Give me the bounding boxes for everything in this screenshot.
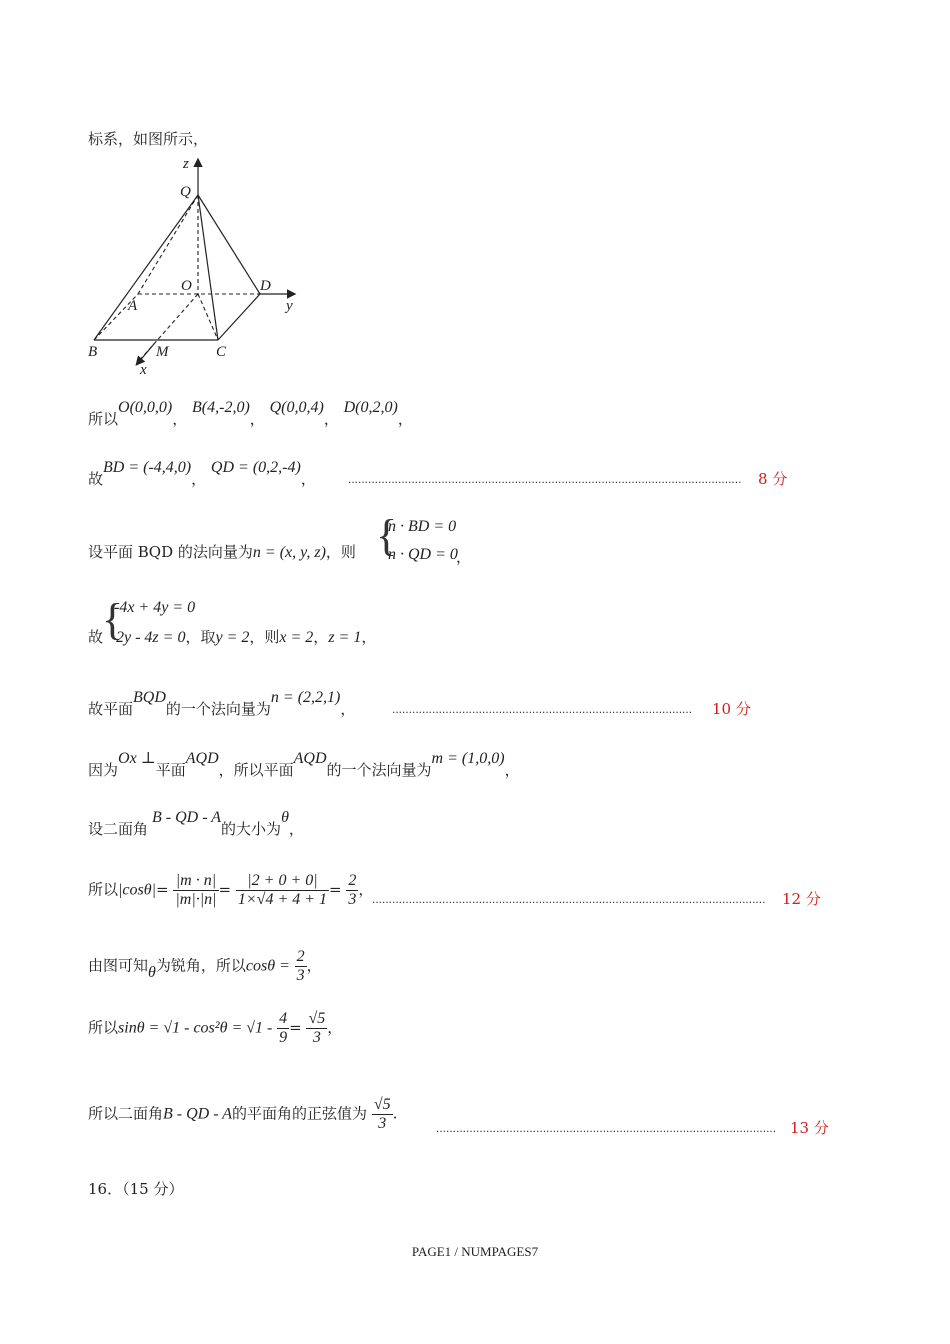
system-eq1: n · BD = 0 [388, 518, 457, 535]
score-8: 8 分 [758, 470, 788, 488]
label-z: z [183, 156, 189, 172]
label-D: D [260, 278, 271, 294]
score-10: 10 分 [712, 700, 751, 718]
conclusion-line: 所以二面角B - QD - A的平面角的正弦值为 $\frac{√5}{3}$ . [88, 1096, 398, 1132]
coords-line: 所以O(0,0,0)， B(4,-2,0)， Q(0,0,4)， D(0,2,0)， [88, 399, 413, 428]
perpendicular-line: 因为Ox ⊥平面AQD，所以平面AQD的一个法向量为m = (1,0,0)， [88, 750, 520, 779]
dot-leader: ...................................................................................................................... [372, 892, 766, 906]
score-13: 13 分 [790, 1119, 829, 1137]
dot-leader: ...................................................................................................... [436, 1121, 777, 1135]
page-footer: PAGE1 / NUMPAGES7 [411, 1244, 539, 1259]
label-B: B [88, 344, 98, 360]
solve-line: 故 [88, 628, 104, 646]
score-12: 12 分 [782, 890, 821, 908]
label-C: C [216, 344, 227, 360]
brace: { [376, 511, 398, 560]
question-16-heading: 16．（15 分） [88, 1180, 184, 1198]
label-x: x [140, 362, 147, 375]
label-Q: Q [180, 184, 191, 200]
label-O: O [181, 278, 192, 294]
acute-angle-line: 由图可知θ为锐角，所以cosθ = $\frac{2}{3}$ ， [88, 948, 322, 984]
normal-vector-result: 故平面BQD的一个法向量为n = (2,2,1)， [88, 689, 356, 718]
vectors-line: 故BD = (-4,4,0)， QD = (0,2,-4)， [88, 459, 316, 488]
dihedral-angle-line: 设二面角B - QD - A的大小为θ， [88, 809, 304, 838]
label-A: A [128, 298, 138, 314]
solve-rest: 2y - 4z = 0，取y = 2，则x = 2，z = 1， [116, 628, 377, 646]
cos-calculation: 所以|cosθ|= $\frac{|m \cdot n|}{|m|\cdot|n|}$ = $\frac{|2 + 0 + 0|}{1\times√4 + 4 + 1}$ = $\frac{2}{3}$ ， [88, 872, 374, 908]
brace: { [102, 595, 124, 644]
normal-vector-setup: 设平面 BQD 的法向量为n = (x, y, z)，则 [88, 543, 356, 561]
label-M: M [156, 344, 169, 360]
solve-eq1: -4x + 4y = 0 [114, 599, 196, 616]
dot-leader: .......................................................................................... [392, 702, 693, 716]
pyramid-figure [82, 150, 322, 375]
sin-calculation: 所以sinθ = √1 - cos²θ = √1 - $\frac{4}{9}$ = $\frac{√5}{3}$ ， [88, 1010, 343, 1046]
system-eq2: n · QD = 0 [388, 546, 458, 563]
label-y: y [286, 298, 293, 314]
dot-leader: ...................................................................................................................... [348, 472, 742, 486]
intro-text: 标系，如图所示， [88, 130, 209, 148]
